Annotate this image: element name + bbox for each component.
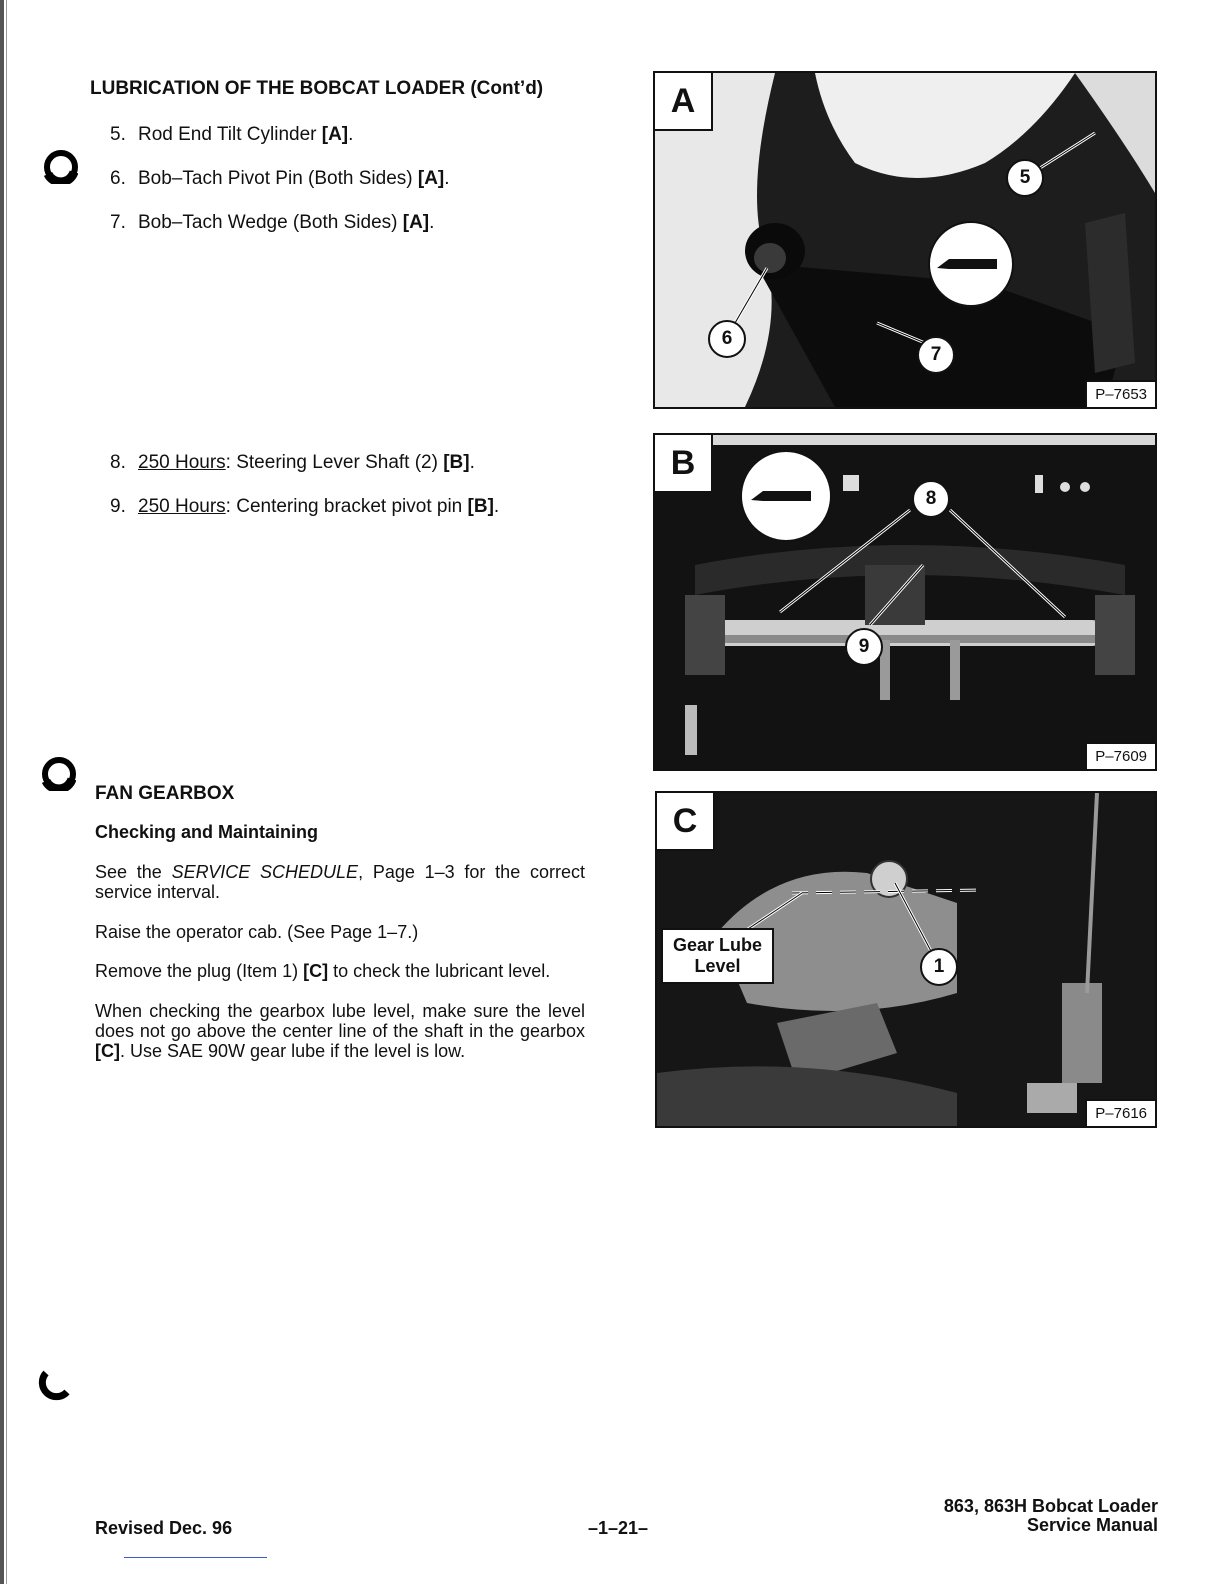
- punch-hole-icon: [36, 1368, 70, 1402]
- item-number: 5.: [110, 124, 126, 145]
- paragraph-service-interval: See the SERVICE SCHEDULE, Page 1–3 for the correct service interval.: [95, 862, 585, 902]
- punch-hole-icon: [42, 757, 76, 791]
- figure-ref: [A]: [321, 124, 349, 145]
- interval-hours: 250 Hours: [138, 496, 226, 517]
- figure-c-photo-number: P–7616: [1085, 1099, 1155, 1126]
- figure-ref: [A]: [417, 168, 445, 189]
- label-line-1: Gear Lube: [673, 935, 763, 955]
- figure-b-drawing: [655, 435, 1155, 769]
- item-text: Bob–Tach Wedge (Both Sides): [138, 212, 403, 233]
- manual-title-line-2: Service Manual: [1026, 1515, 1158, 1535]
- service-schedule-ref: SERVICE SCHEDULE: [171, 862, 359, 882]
- item-end: .: [493, 496, 500, 517]
- lube-item-5: [110, 124, 353, 146]
- figure-a-photo: [653, 71, 1157, 409]
- figure-a-letter: A: [655, 73, 713, 131]
- paragraph-raise-cab: Raise the operator cab. (See Page 1–7.): [95, 922, 419, 942]
- fan-gearbox-heading: FAN GEARBOX: [95, 783, 235, 804]
- item-end: .: [469, 452, 475, 473]
- callout-1: 1: [920, 948, 958, 986]
- paragraph-remove-plug: Remove the plug (Item 1) [C] to check the lubricant level.: [95, 961, 551, 981]
- callout-7: 7: [917, 336, 955, 374]
- item-end: .: [348, 124, 354, 145]
- interval-hours: 250 Hours: [138, 452, 226, 473]
- item-number: 7.: [110, 212, 126, 233]
- item-number: 9.: [110, 496, 126, 517]
- item-text: : Steering Lever Shaft (2): [225, 452, 444, 473]
- callout-5: 5: [1006, 159, 1044, 197]
- figure-a-photo-number: P–7653: [1085, 380, 1155, 407]
- binder-edge-line: [6, 0, 7, 1584]
- footer-rule: [124, 1557, 267, 1558]
- item-text: Rod End Tilt Cylinder: [138, 124, 322, 145]
- item-number: 6.: [110, 168, 126, 189]
- lube-item-9: [110, 496, 499, 518]
- figure-c-photo: [655, 791, 1157, 1128]
- lube-item-6: [110, 168, 450, 190]
- label-line-2: Level: [694, 956, 741, 976]
- figure-b-photo-number: P–7609: [1085, 742, 1155, 769]
- punch-hole-icon: [44, 150, 78, 184]
- item-end: .: [444, 168, 450, 189]
- figure-b-photo: [653, 433, 1157, 771]
- callout-6: 6: [708, 320, 746, 358]
- manual-title: [944, 1497, 1158, 1535]
- figure-ref: [A]: [402, 212, 430, 233]
- item-text: : Centering bracket pivot pin: [225, 496, 468, 517]
- item-end: .: [429, 212, 435, 233]
- revision-date: Revised Dec. 96: [95, 1518, 233, 1538]
- figure-c-letter: C: [657, 793, 715, 851]
- manual-title-line-1: 863, 863H Bobcat Loader: [943, 1496, 1158, 1516]
- lube-item-7: [110, 212, 434, 234]
- lube-item-8: [110, 452, 475, 474]
- section-title: LUBRICATION OF THE BOBCAT LOADER (Cont’d): [90, 78, 544, 99]
- callout-8: 8: [912, 480, 950, 518]
- paragraph-lube-level: When checking the gearbox lube level, make sure the level does not go above the center line of the shaft in the gearbox [C]. Use SAE 90W gear lube if the level is low.: [95, 1001, 585, 1061]
- item-number: 8.: [110, 452, 126, 473]
- page-number: –1–21–: [588, 1518, 649, 1538]
- binder-edge: [0, 0, 4, 1584]
- figure-ref: [B]: [467, 496, 494, 517]
- figure-b-letter: B: [655, 435, 713, 493]
- item-text: Bob–Tach Pivot Pin (Both Sides): [138, 168, 418, 189]
- figure-ref: [B]: [443, 452, 470, 473]
- callout-9: 9: [845, 628, 883, 666]
- gear-lube-level-label: [661, 928, 774, 984]
- checking-subheading: Checking and Maintaining: [95, 822, 319, 842]
